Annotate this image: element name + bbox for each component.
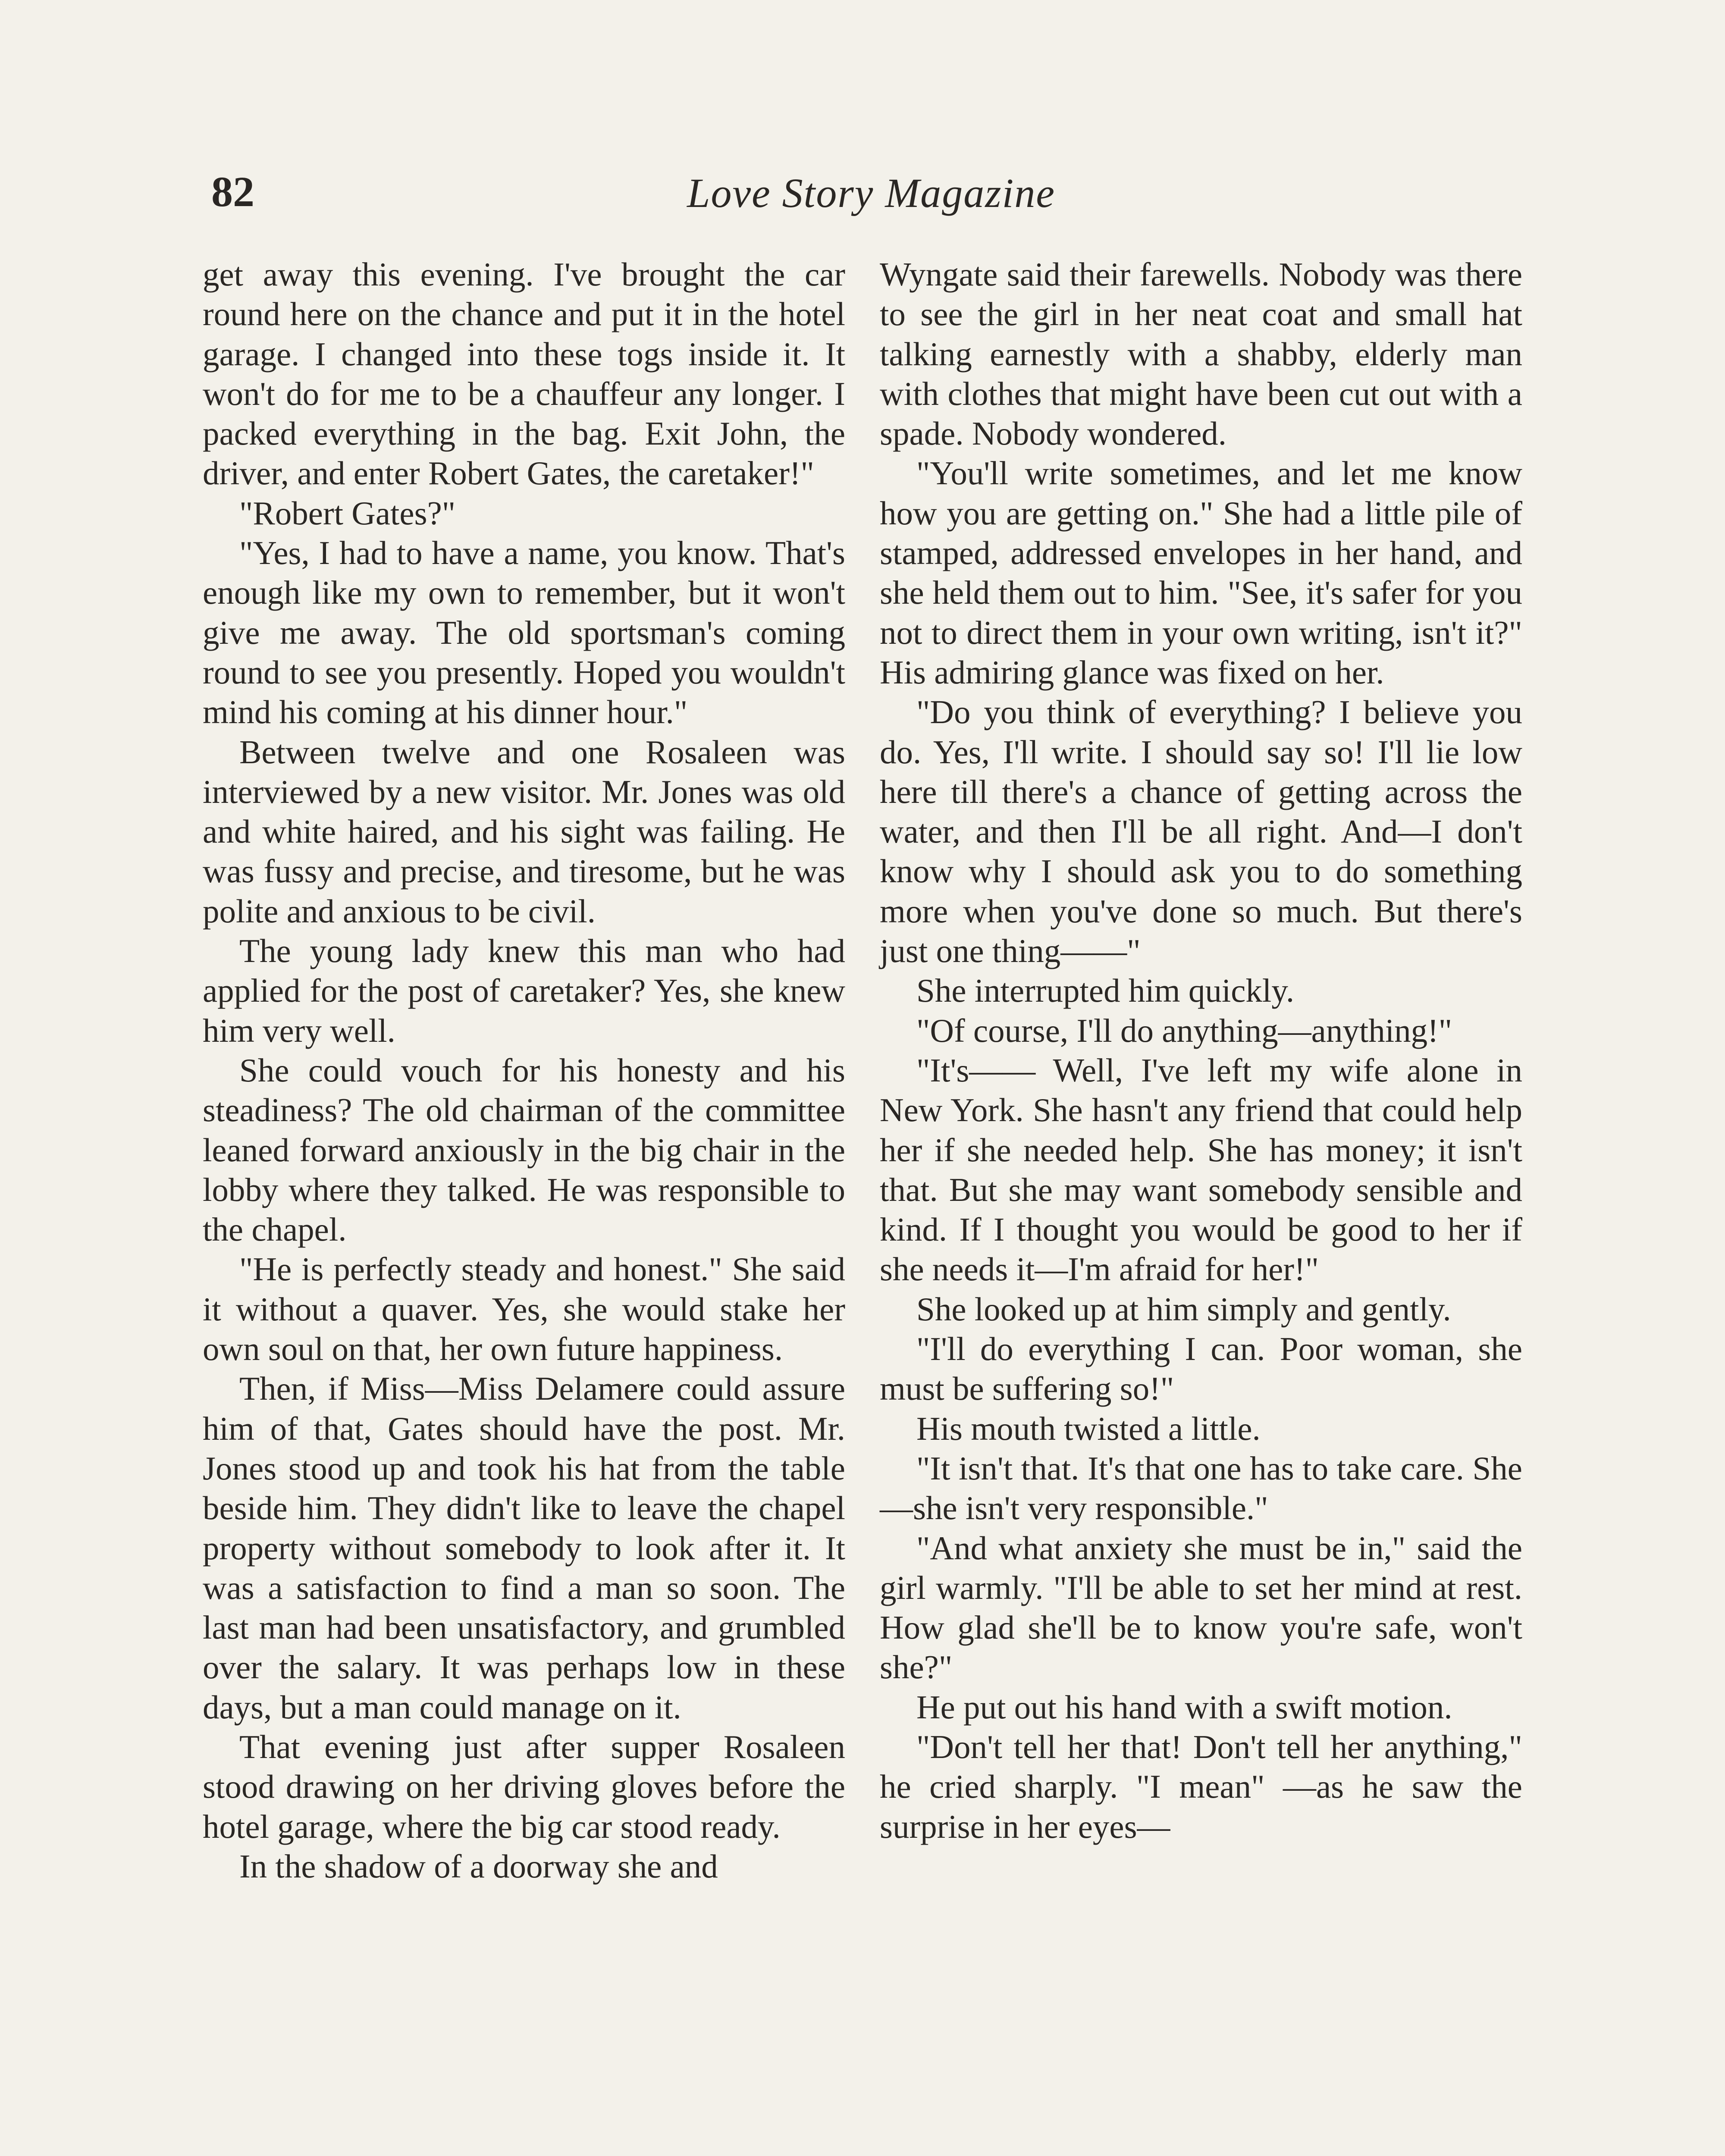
paragraph: "Robert Gates?" [239,494,456,532]
paragraph: Wyngate said their farewells. Nobody was there to see the girl in her neat coat and small hat talking earnestly with a shabby, elderly man with clothes that might have been cut out with a spade. Nobody wondered. [880,256,1522,452]
paragraph: The young lady knew this man who had applied for the post of caretaker? Yes, she knew him very well. [203,932,845,1049]
paragraph: His mouth twisted a little. [916,1410,1261,1447]
paragraph: "Don't tell her that! Don't tell her anything," he cried sharply. "I mean" —as he saw the surprise in her eyes— [880,1728,1522,1845]
paragraph: "I'll do everything I can. Poor woman, she must be suffering so!" [880,1330,1522,1407]
paragraph: Then, if Miss—Miss Delamere could assure him of that, Gates should have the post. Mr. Jones stood up and took his hat from the table beside him. They didn't like to leave the chapel property without somebody to look after it. It was a satisfaction to find a man so soon. The last man had been unsatisfactory, and grumbled over the salary. It was perhaps low in these days, but a man could manage on it. [203,1370,845,1726]
paragraph: He put out his hand with a swift motion. [916,1688,1452,1726]
running-title: Love Story Magazine [687,170,1055,216]
paragraph: "You'll write sometimes, and let me know how you are getting on." She had a little pile of stamped, addressed envelopes in her hand, and she held them out to him. "See, it's safer for you not to direct them in your own writing, isn't it?" His admiring glance was fixed on her. [880,454,1522,691]
right-column [880,254,1522,1846]
paragraph: get away this evening. I've brought the car round here on the chance and put it in the hotel garage. I changed into these togs inside it. It won't do for me to be a chauffeur any longer. I packed everything in the bag. Exit John, the driver, and enter Robert Gates, the caretaker!" [203,256,845,492]
paragraph: "Yes, I had to have a name, you know. That's enough like my own to remember, but it won't give me away. The old sportsman's coming round to see you presently. Hoped you wouldn't mind his coming at his dinner hour." [203,534,845,731]
page-number: 82 [211,168,254,216]
paragraph: "And what anxiety she must be in," said the girl warmly. "I'll be able to set her mind at rest. How glad she'll be to know you're safe, won't she?" [880,1529,1522,1686]
paragraph: She interrupted him quickly. [916,972,1295,1009]
paragraph: "Of course, I'll do anything—anything!" [916,1012,1452,1049]
paragraph: That evening just after supper Rosaleen stood drawing on her driving gloves before the hotel garage, where the big car stood ready. [203,1728,845,1845]
paragraph: In the shadow of a doorway she and [239,1847,718,1885]
paragraph: "It isn't that. It's that one has to take care. She—she isn't very responsible." [880,1449,1522,1527]
paragraph: She could vouch for his honesty and his steadiness? The old chairman of the committee leaned forward anxiously in the big chair in the lobby where they talked. He was responsible to the chapel. [203,1051,845,1248]
left-column [203,254,845,1886]
paragraph: "He is perfectly steady and honest." She said it without a quaver. Yes, she would stake her own soul on that, her own future happiness. [203,1250,845,1368]
paragraph: "It's—— Well, I've left my wife alone in New York. She hasn't any friend that could help her if she needed help. She has money; it isn't that. But she may want somebody sensible and kind. If I thought you would be good to her if she needs it—I'm afraid for her!" [880,1051,1522,1288]
paragraph: "Do you think of everything? I believe you do. Yes, I'll write. I should say so! I'll lie low here till there's a chance of getting across the water, and then I'll be all right. And—I don't know why I should ask you to do something more when you've done so much. But there's just one thing——" [880,693,1522,970]
paragraph: Between twelve and one Rosaleen was interviewed by a new visitor. Mr. Jones was old and white haired, and his sight was failing. He was fussy and precise, and tiresome, but he was polite and anxious to be civil. [203,733,845,930]
paragraph: She looked up at him simply and gently. [916,1290,1451,1328]
